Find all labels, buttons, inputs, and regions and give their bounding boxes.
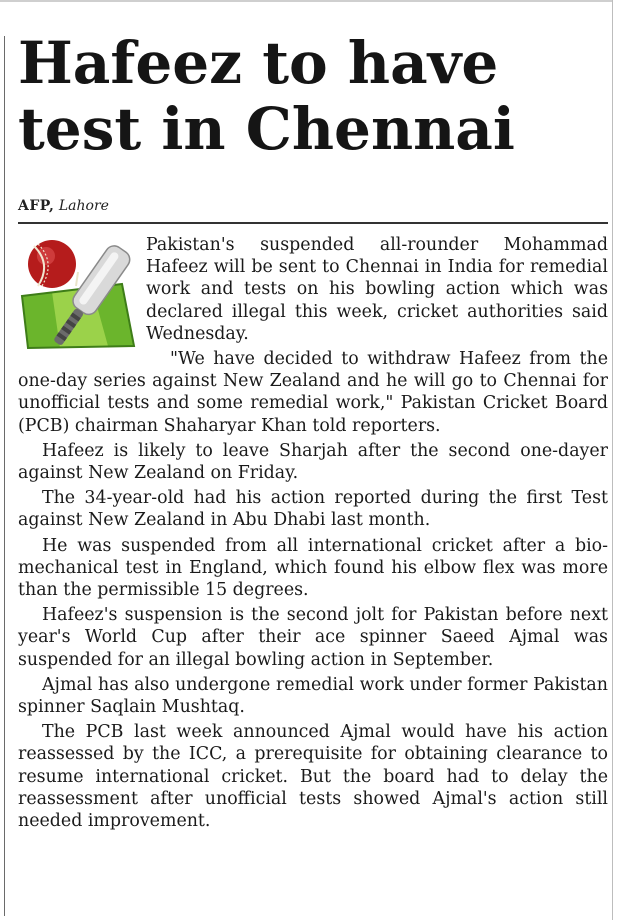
paragraph-6: Hafeez's suspension is the second jolt for Pakistan before next year's World Cup after their ace spinner Saeed Ajmal was suspended for an illegal bowling action in September. [18, 605, 608, 670]
cricket-ball-and-bat-icon [18, 234, 146, 364]
article-body [18, 234, 608, 835]
headline-line-2: test in Chennai [18, 95, 515, 163]
paragraph-4: The 34-year-old had his action reported during the first Test against New Zealand in Abu Dhabi last month. [18, 488, 608, 531]
paragraph-8: The PCB last week announced Ajmal would have his action reassessed by the ICC, a prerequisite for obtaining clearance to resume international cricket. But the board had to delay the reassessment after unofficial tests showed Ajmal's action still needed improvement. [18, 722, 608, 832]
top-border [0, 0, 612, 2]
paragraph-5: He was suspended from all international cricket after a bio-mechanical test in England, which found his elbow flex was more than the permissible 15 degrees. [18, 535, 608, 601]
byline-agency: AFP, [18, 198, 55, 214]
headline [18, 30, 608, 162]
byline-divider [18, 222, 608, 224]
byline [18, 198, 109, 214]
paragraph-3: Hafeez is likely to leave Sharjah after the second one-dayer against New Zealand on Friday. [18, 440, 608, 484]
headline-line-1: Hafeez to have [18, 29, 499, 97]
paragraph-2: "We have decided to withdraw Hafeez from the one-day series against New Zealand and he will go to Chennai for unofficial tests and some remedial work," Pakistan Cricket Board (PCB) chairman Shaharyar Khan told reporters. [18, 349, 608, 436]
left-border [4, 36, 5, 916]
paragraph-1: Pakistan's suspended all-rounder Mohammad Hafeez will be sent to Chennai in India for remedial work and tests on his bowling action which was declared illegal this week, cricket authorities said Wednesday. [146, 235, 608, 344]
right-border [612, 0, 613, 920]
paragraph-7: Ajmal has also undergone remedial work under former Pakistan spinner Saqlain Mushtaq. [18, 674, 608, 718]
byline-location: Lahore [58, 198, 109, 214]
